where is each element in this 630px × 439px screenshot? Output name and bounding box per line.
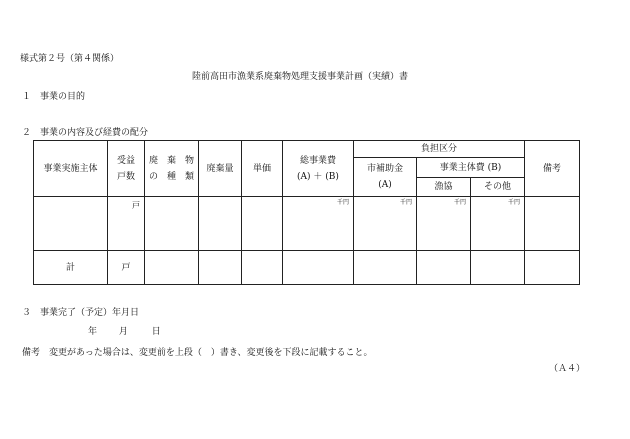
section-completion-date: ３ 事業完了（予定）年月日 bbox=[22, 308, 140, 318]
form-number: 様式第２号（第４関係） bbox=[20, 54, 120, 64]
cell-operator[interactable] bbox=[34, 197, 108, 251]
remarks-note: 備考 変更があった場合は、変更前を上段（ ）書き、変更後を下段に記載すること。 bbox=[22, 348, 373, 358]
header-total-cost bbox=[283, 141, 354, 197]
table-row-total bbox=[34, 251, 580, 285]
date-day: 日 bbox=[151, 327, 161, 337]
cost-allocation-table bbox=[33, 140, 580, 285]
section-purpose: １ 事業の目的 bbox=[22, 92, 86, 102]
cell-waste-type[interactable] bbox=[145, 197, 199, 251]
header-total-cost-line2: (A) ＋ (B) bbox=[297, 171, 339, 182]
total-households-unit[interactable]: 戸 bbox=[108, 251, 145, 285]
header-operator: 事業実施主体 bbox=[34, 141, 108, 197]
header-beneficiary-line2: 戸数 bbox=[116, 171, 135, 182]
header-unit-price: 単価 bbox=[242, 141, 283, 197]
header-other: その他 bbox=[471, 178, 525, 197]
header-remarks: 備考 bbox=[525, 141, 580, 197]
header-waste-amount: 廃棄量 bbox=[199, 141, 242, 197]
total-unit-price[interactable] bbox=[242, 251, 283, 285]
cell-city-subsidy[interactable]: 千円 bbox=[354, 197, 417, 251]
section-content-costs: ２ 事業の内容及び経費の配分 bbox=[22, 128, 149, 138]
header-burden: 負担区分 bbox=[354, 141, 525, 158]
header-waste-line1: 廃 棄 物 bbox=[148, 155, 194, 166]
document-title: 陸前高田市漁業系廃棄物処理支援事業計画（実績）書 bbox=[192, 72, 409, 82]
total-total-cost[interactable] bbox=[283, 251, 354, 285]
cell-total-cost[interactable]: 千円 bbox=[283, 197, 354, 251]
header-waste-type bbox=[145, 141, 199, 197]
total-waste-type[interactable] bbox=[145, 251, 199, 285]
header-operator-cost: 事業主体費 (B) bbox=[417, 158, 525, 178]
header-city-subsidy bbox=[354, 158, 417, 197]
cell-other[interactable]: 千円 bbox=[471, 197, 525, 251]
total-waste-amount[interactable] bbox=[199, 251, 242, 285]
total-label: 計 bbox=[34, 251, 108, 285]
header-city-subsidy-line1: 市補助金 bbox=[366, 164, 403, 174]
cell-waste-amount[interactable] bbox=[199, 197, 242, 251]
date-fields bbox=[88, 324, 161, 337]
header-waste-line2: の 種 類 bbox=[148, 171, 194, 182]
header-fishery-coop: 漁協 bbox=[417, 178, 471, 197]
header-beneficiary-line1: 受益 bbox=[116, 155, 135, 166]
cell-households[interactable]: 戸 bbox=[108, 197, 145, 251]
total-remarks[interactable] bbox=[525, 251, 580, 285]
date-month: 月 bbox=[118, 327, 128, 337]
header-city-subsidy-line2: (A) bbox=[378, 180, 392, 190]
header-beneficiary-households bbox=[108, 141, 145, 197]
date-year: 年 bbox=[88, 327, 98, 337]
cell-remarks[interactable] bbox=[525, 197, 580, 251]
cell-unit-price[interactable] bbox=[242, 197, 283, 251]
header-total-cost-line1: 総事業費 bbox=[299, 155, 336, 166]
table-row bbox=[34, 197, 580, 251]
paper-size: （Ａ４） bbox=[549, 364, 586, 374]
total-other[interactable] bbox=[471, 251, 525, 285]
total-fishery-coop[interactable] bbox=[417, 251, 471, 285]
total-city-subsidy[interactable] bbox=[354, 251, 417, 285]
cell-fishery-coop[interactable]: 千円 bbox=[417, 197, 471, 251]
